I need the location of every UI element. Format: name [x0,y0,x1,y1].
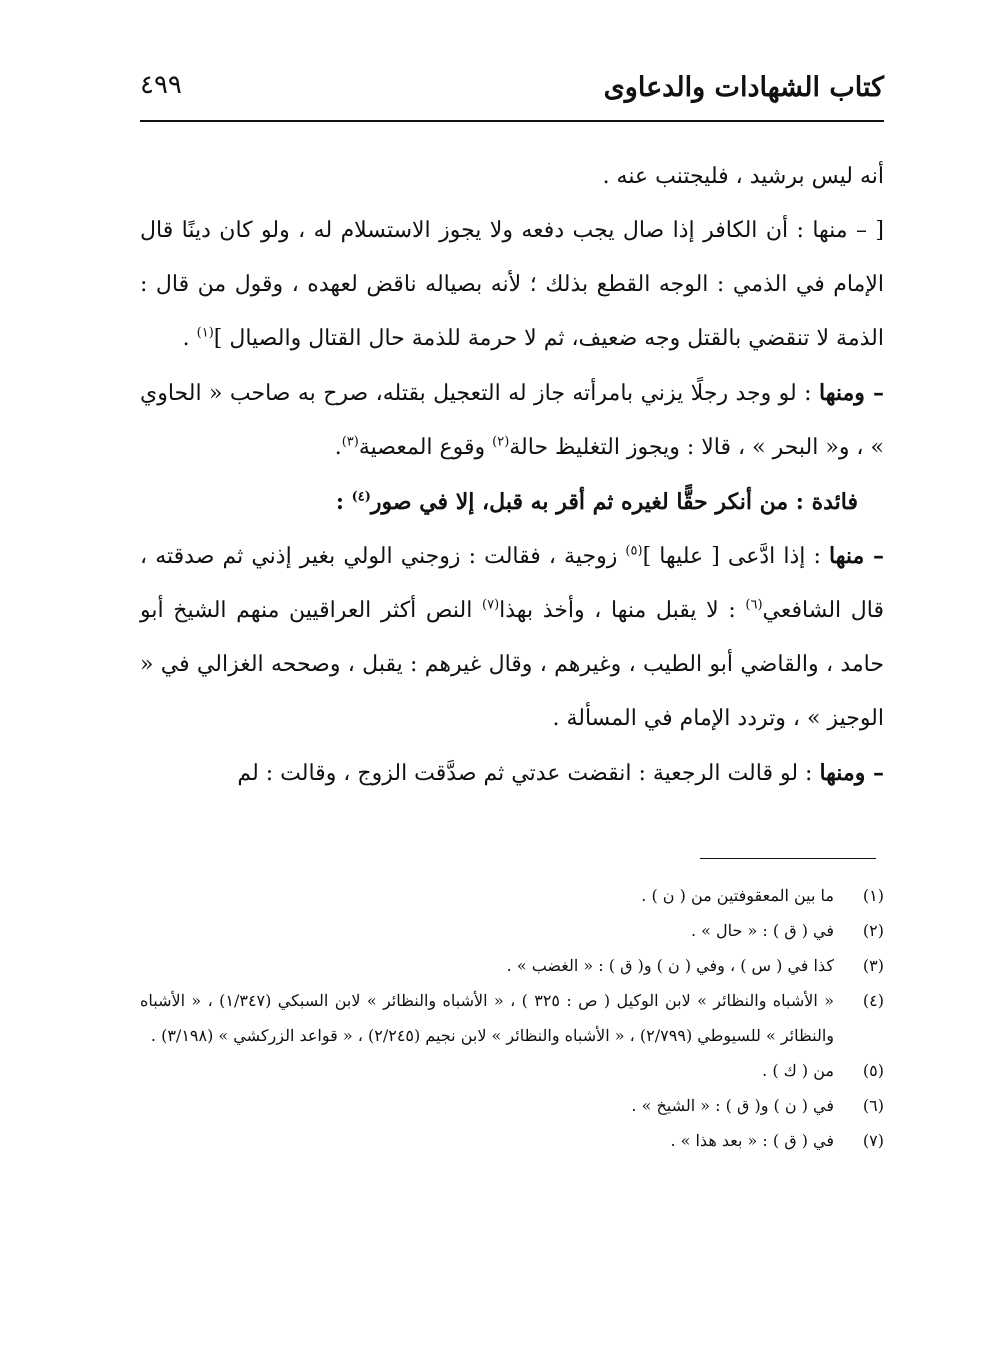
paragraph-5 [140,746,884,801]
footnote-item [140,913,884,948]
footnote-separator [700,858,876,859]
paragraph-2-end: . [182,326,197,351]
footnote-text: كذا في ( س ) ، وفي ( ن ) و( ق ) : « الغضب » . [506,956,834,975]
paragraph-3-text-a: : لو وجد رجلًا يزني بامرأته جاز له التعجيل بقتله، صرح به صاحب « الحاوي » ، و« البحر » ، قالا : ويجوز التغليظ حالة [140,381,884,460]
page-number: ٤٩٩ [140,70,182,100]
paragraph-4-text-c: : لا يقبل منها ، وأخذ بهذا [499,598,746,623]
footnote-number: (٧) [862,1131,884,1150]
paragraph-1 [140,150,884,204]
paragraph-3-end: . [334,435,342,460]
footnote-text: « الأشباه والنظائر » لابن الوكيل ( ص : ٣٢٥ ) ، « الأشباه والنظائر » لابن السبكي (١/٣٤٧) ، « الأشباه والنظائر » للسيوطي (٢/٧٩٩) ، « الأشباه والنظائر » لابن نجيم (٢/٢٤٥) ، « قواعد الزركشي » (٣/١٩٨) . [140,991,834,1045]
running-title: كتاب الشهادات والدعاوى [603,72,884,103]
footnote-text: في ( ق ) : « حال » . [690,921,834,940]
paragraph-3 [140,366,884,475]
footnote-ref-2: (٢) [492,434,510,450]
footnote-number: (٣) [862,956,884,975]
footnote-number: (٢) [862,921,884,940]
section-heading-text: فائدة : من أنكر حقًّا لغيره ثم أقر به قبل، إلا في صور [370,489,858,515]
footnote-number: (٦) [862,1096,884,1115]
header-rule [140,120,884,122]
footnote-ref-6: (٦) [745,597,763,613]
paragraph-2-text: [ – منها : أن الكافر إذا صال يجب دفعه ولا يجوز الاستسلام له ، ولو كان دينًا قال الإمام في الذمي : الوجه القطع بذلك ؛ لأنه بصياله ناقض لعهده ، وقول من قال : الذمة لا تنقضي بالقتل وجه ضعيف، ثم لا حرمة للذمة حال القتال والصيال ] [140,218,884,351]
footnote-ref-7: (٧) [482,597,500,613]
paragraph-4 [140,529,884,746]
main-text [140,150,884,801]
footnote-text: ما بين المعقوفتين من ( ن ) . [641,886,834,905]
footnote-number: (٥) [862,1061,884,1080]
section-heading [140,475,884,529]
section-heading-end: : [335,489,352,515]
paragraph-4-text-b: زوجية ، فقالت : زوجني الولي بغير إذني ثم صدقته ، قال الشافعي [140,544,884,623]
footnote-item [140,1088,884,1123]
paragraph-5-lead: – ومنها [819,760,884,786]
page-header [140,66,884,114]
footnote-item [140,948,884,983]
footnotes [140,878,884,1158]
footnote-number: (١) [862,886,884,905]
paragraph-2 [140,204,884,366]
footnote-text: من ( ك ) . [762,1061,834,1080]
footnote-item [140,983,884,1053]
footnote-ref-4: (٤) [351,489,371,505]
footnote-number: (٤) [862,991,884,1010]
footnote-ref-1: (١) [196,325,214,341]
paragraph-1-text: أنه ليس برشيد ، فليجتنب عنه . [602,164,884,189]
footnote-text: في ( ن ) و( ق ) : « الشيخ » . [631,1096,834,1115]
paragraph-3-text-b: وقوع المعصية [358,435,493,460]
footnote-item [140,1123,884,1158]
footnote-ref-5: (٥) [625,543,643,559]
paragraph-4-text-a: : إذا ادَّعى [ عليها ] [642,544,829,569]
paragraph-4-lead: – منها [828,543,885,569]
footnote-text: في ( ق ) : « بعد هذا » . [670,1131,834,1150]
footnote-item [140,1053,884,1088]
paragraph-5-text: : لو قالت الرجعية : انقضت عدتي ثم صدَّقت الزوج ، وقالت : لم [237,761,820,786]
paragraph-4-text-d: النص أكثر العراقيين منهم الشيخ أبو حامد ، والقاضي أبو الطيب ، وغيرهم ، وقال غيرهم : يقبل ، وصححه الغزالي في « الوجيز » ، وتردد الإمام في المسألة . [140,598,884,731]
paragraph-3-lead: – ومنها [819,380,884,406]
footnote-item [140,878,884,913]
footnote-ref-3: (٣) [341,434,359,450]
